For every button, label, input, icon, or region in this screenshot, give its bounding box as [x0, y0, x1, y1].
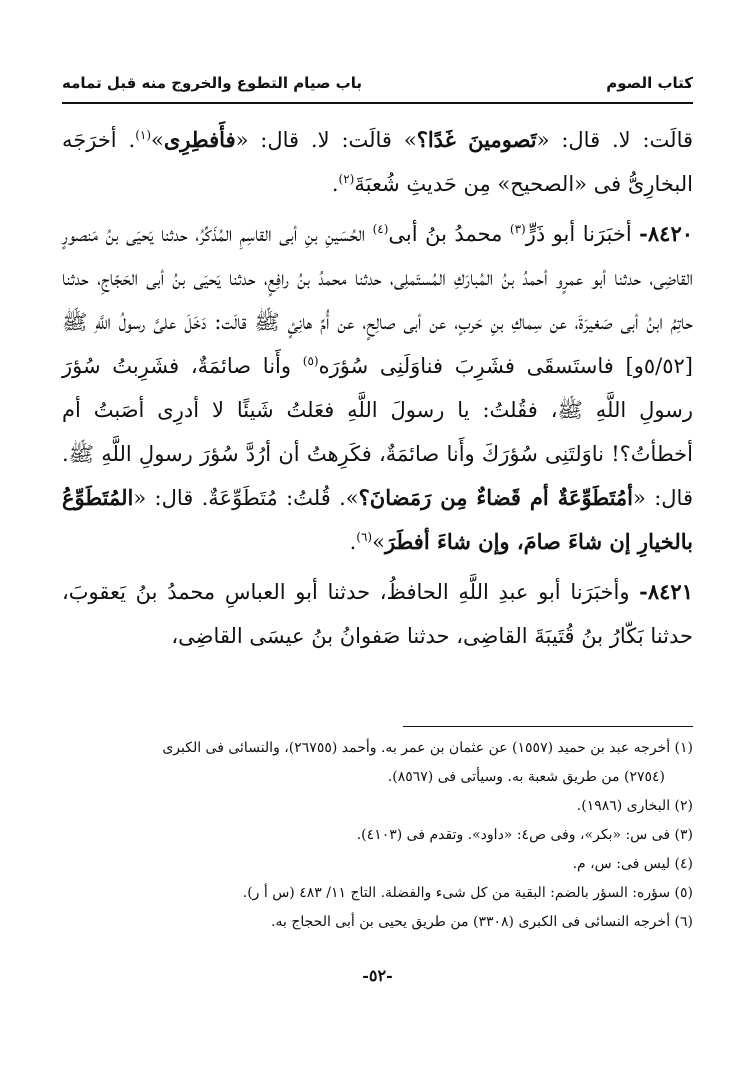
hadith-entry-8420 [62, 212, 693, 564]
quote-bold: تَصومينَ غَدًا؟ [416, 127, 537, 152]
text-run: » قالَت: لا. قال: « [235, 128, 417, 152]
footnote: (٦) أخرجه النسائى فى الكبرى (٣٣٠٨) من طريق يحيى بن أبى الحجاج به. [271, 914, 693, 930]
text-run: محمدُ بنُ أبى [388, 222, 510, 246]
footnote-separator [403, 726, 693, 727]
text-run: . [331, 172, 339, 196]
text-run: ». قُلتُ: مُتَطَوِّعَةٌ. قال: « [133, 486, 359, 510]
footnote-ref: (٣) [509, 222, 526, 236]
entry-number: ٨٤٢٠- [639, 221, 694, 246]
text-run: قالَت: لا. قال: « [536, 128, 694, 152]
quote-bold: فأَفطِرِى [163, 127, 236, 152]
header-section-title: باب صيام التطوع والخروج منه قبل تمامه [62, 74, 362, 92]
hadith-entry-8421 [62, 570, 693, 658]
text-run: الحُسَينِ بنِ أبى القاسِمِ المُذَكِّرُ، حدثنا يَحيَى بنُ مَنصورٍ القاضِى، حدثنا أبو عمرٍو أحمدُ بنُ المُبارَكِ المُستَملِى، حدثنا محمدُ بنُ رافِعٍ، حدثنا يَحيَى بنُ أبى الحَجّاجِ، حدثنا حاتِمُ ابنُ أبى صَغيرَةَ، عن سِماكِ بنِ حَربٍ، عن أبى صالِحٍ، عن أُمِّ هانِئٍ ﷺ قالَت: دَخَلَ علىَّ رسولُ اللَّهِ ﷺ [٥/٥٢و] فاستَسقَى فشَرِبَ فناوَلَنِى سُؤرَه [62, 222, 693, 378]
footnote: (٢) البخارى (١٩٨٦). [576, 798, 693, 814]
footnote-ref: (٥) [302, 354, 319, 368]
footnote-ref: (٢) [338, 172, 355, 186]
text-run: وأَنا صائمَةٌ، فشَرِبتُ سُؤرَ رسولِ اللَّهِ ﷺ، فقُلتُ: يا رسولَ اللَّهِ فعَلتُ شَيئًا لا أدرِى أصَبتُ أم أخطأتُ؟! ناوَلتَنِى سُؤرَكَ وأَنا صائمَةٌ، فكَرِهتُ أن أرُدَّ سُؤرَ رسولِ اللَّهِ ﷺ. قال: « [62, 354, 693, 510]
footnote: (٤) ليس فى: س، م. [572, 856, 693, 872]
text-run: » [372, 530, 385, 554]
page-number: -٥٢- [362, 966, 393, 985]
footnotes [62, 736, 693, 939]
text-run: . [349, 530, 357, 554]
footnote-ref: (٦) [356, 530, 373, 544]
header-rule [62, 102, 693, 104]
footnote: (١) أخرجه عبد بن حميد (١٥٥٧) عن عثمان بن عمر به. وأحمد (٢٦٧٥٥)، والنسائى فى الكبرى [162, 740, 693, 756]
footnote: (٥) سؤره: السؤر بالضم: البقية من كل شىء والفضلة. التاج ١١/ ٤٨٣ (س أ ر). [242, 885, 693, 901]
quote-bold: المُتَطَوِّعُ بالخيارِ إن شاءَ صامَ، وإن شاءَ أفطَرَ [62, 485, 693, 554]
paragraph-continuation [62, 118, 693, 206]
footnote-ref: (٤) [372, 222, 389, 236]
footnote: (٢٧٥٤) من طريق شعبة به. وسيأتى فى (٨٥٦٧). [387, 769, 665, 785]
quote-bold: أمُتَطَوِّعَةٌ أم قَضاءٌ مِن رَمَضانَ؟ [358, 485, 634, 510]
main-text [62, 118, 693, 658]
text-run: أخبَرَنا أبو ذَرٍّ [525, 222, 640, 246]
footnote: (٣) فى س: «بكر»، وفى ص٤: «داود». وتقدم فى (٤١٠٣). [356, 827, 693, 843]
entry-number: ٨٤٢١- [639, 579, 693, 604]
header-chapter-title: كتاب الصوم [606, 74, 693, 92]
text-run: » [151, 128, 164, 152]
footnote-ref: (١) [135, 128, 152, 142]
text-run: وأخبَرَنا أبو عبدِ اللَّهِ الحافظُ، حدثنا أبو العباسِ محمدُ بنُ يَعقوبَ، حدثنا بَكّارُ بنُ قُتَيبَةَ القاضِى، حدثنا صَفوانُ بنُ عيسَى القاضِى، [62, 580, 693, 648]
running-header [62, 70, 693, 96]
text-run: . أخرَجَه البخارِىُّ فى «الصحيح» مِن حَديثِ شُعبَةَ [62, 128, 693, 196]
